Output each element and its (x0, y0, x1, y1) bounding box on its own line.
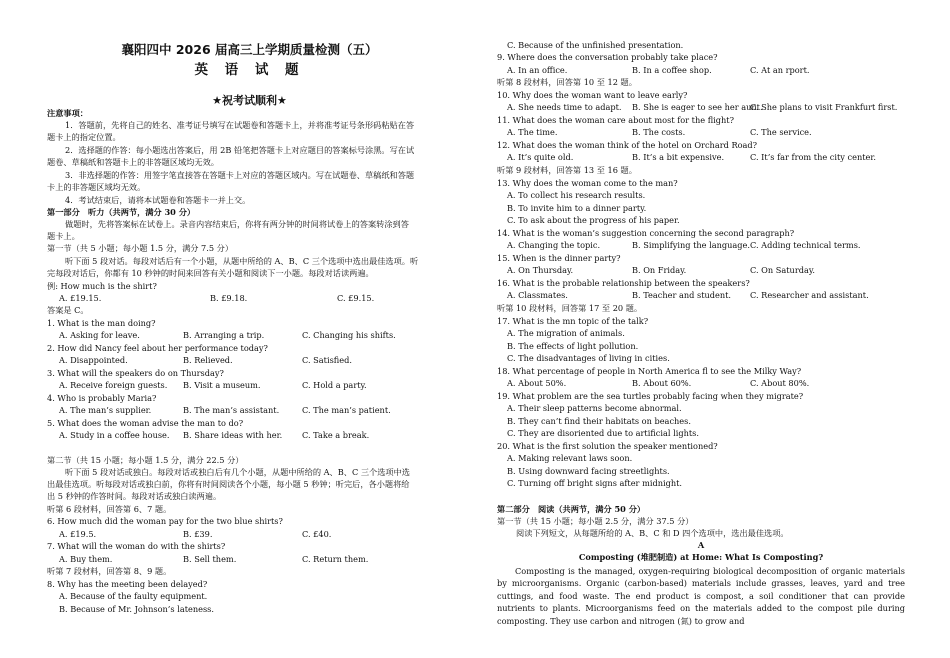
option: B. Using downward facing streetlights. (507, 466, 670, 476)
part1-intro: 题卡上。 (47, 231, 80, 241)
option: A. Their sleep patterns become abnormal. (507, 403, 682, 413)
option: C. The disadvantages of living in cities. (507, 353, 670, 363)
question: 19. What problem are the sea turtles probably facing when they migrate? (497, 391, 804, 401)
material-note: 听第 6 段材料，回答第 6、7 题。 (47, 504, 172, 514)
notice-heading: 注意事项： (47, 108, 88, 118)
question: 3. What will the speakers do on Thursday? (47, 368, 224, 378)
option: A. The man’s supplier. (59, 405, 152, 415)
question: 4. Who is probably Maria? (47, 393, 157, 403)
option: B. She is eager to see her aunt. (632, 102, 763, 112)
option: A. The time. (507, 127, 558, 137)
material-note: 听第 9 段材料，回答第 13 至 16 题。 (497, 165, 637, 175)
question: 6. How much did the woman pay for the two blue shirts? (47, 516, 283, 526)
option: A. The migration of animals. (507, 328, 625, 338)
question: 7. What will the woman do with the shirts? (47, 541, 226, 551)
option: A. Classmates. (507, 290, 568, 300)
option: C. They are disoriented due to artificial lights. (507, 428, 699, 438)
option: C. Changing his shifts. (302, 330, 396, 340)
example-option: B. £9.18. (210, 293, 248, 303)
option: B. About 60%. (632, 378, 692, 388)
option: A. Disappointed. (59, 355, 128, 365)
question: 10. Why does the woman want to leave early? (497, 90, 688, 100)
option: B. Arranging a trip. (183, 330, 265, 340)
option: B. Sell them. (183, 554, 237, 564)
option: C. About 80%. (750, 378, 810, 388)
option: C. Because of the unfinished presentation. (507, 40, 684, 50)
option: A. Because of the faulty equipment. (59, 591, 208, 601)
passage-title: Composting (堆肥制造) at Home: What Is Composting? (578, 552, 824, 562)
option: C. Return them. (302, 554, 369, 564)
option: C. The service. (750, 127, 812, 137)
section2-heading: 第二节（共 15 小题；每小题 1.5 分，满分 22.5 分） (47, 455, 244, 465)
option: A. She needs time to adapt. (507, 102, 622, 112)
example-option: C. £9.15. (337, 293, 375, 303)
option: C. Turning off bright signs after midnight. (507, 478, 682, 488)
option: B. Share ideas with her. (183, 430, 283, 440)
option: C. Satisfied. (302, 355, 352, 365)
part2-section1-heading: 第一节（共 15 小题；每小题 2.5 分，满分 37.5 分） (497, 516, 694, 526)
option: B. It’s a bit expensive. (632, 152, 725, 162)
question: 14. What is the woman’s suggestion concerning the second paragraph? (497, 228, 795, 238)
option: B. The man’s assistant. (183, 405, 280, 415)
question: 17. What is the mn topic of the talk? (497, 316, 649, 326)
option: C. £40. (302, 529, 332, 539)
option: B. To invite him to a dinner party. (507, 203, 647, 213)
section2-intro: 听下面 5 段对话或独白。每段对话或独白后有几个小题，从题中所给的 A、B、C 三个选项中选 (65, 467, 410, 477)
question: 13. Why does the woman come to the man? (497, 178, 678, 188)
material-note: 听第 10 段材料，回答第 17 至 20 题。 (497, 303, 643, 313)
option: B. In a coffee shop. (632, 65, 712, 75)
option: A. £19.5. (59, 529, 97, 539)
option: A. Buy them. (59, 554, 113, 564)
option: A. To collect his research results. (507, 190, 646, 200)
option: A. Asking for leave. (59, 330, 140, 340)
option: C. The man’s patient. (302, 405, 391, 415)
good-luck-wish: ★祝考试顺利★ (212, 94, 287, 107)
part2-section1-intro: 阅读下列短文，从每题所给的 A、B、C 和 D 四个选项中，选出最佳选项。 (516, 528, 789, 538)
question: 16. What is the probable relationship between the speakers? (497, 278, 750, 288)
option: C. At an rport. (750, 65, 810, 75)
option: B. Visit a museum. (183, 380, 261, 390)
option: A. Receive foreign guests. (59, 380, 168, 390)
example-answer: 答案是 C。 (47, 305, 89, 315)
question: 9. Where does the conversation probably take place? (497, 52, 718, 62)
section1-heading: 第一节（共 5 小题；每小题 1.5 分，满分 7.5 分） (47, 243, 234, 253)
option: A. Changing the topic. (507, 240, 601, 250)
option: B. Simplifying the language. (632, 240, 750, 250)
option: B. Relieved. (183, 355, 233, 365)
option: C. Hold a party. (302, 380, 367, 390)
option: B. Teacher and student. (632, 290, 732, 300)
section2-intro: 出 5 秒钟的作答时间。每段对话或独白读两遍。 (47, 491, 222, 501)
notice-line: 2．选择题的作答：每小题选出答案后，用 2B 铅笔把答题卡上对应题目的答案标号涂黑。写在试 (65, 145, 415, 155)
option: B. The effects of light pollution. (507, 341, 639, 351)
notice-line: 题卡上的指定位置。 (47, 132, 121, 142)
part1-heading: 第一部分 听力（共两节，满分 30 分） (47, 207, 196, 217)
question: 18. What percentage of people in North America fl to see the Milky Way? (497, 366, 802, 376)
section1-intro: 听下面 5 段对话。每段对话后有一个小题，从题中所给的 A、B、C 三个选项中选出最佳选项。听 (65, 256, 419, 266)
option: A. It’s quite old. (507, 152, 574, 162)
option: B. Because of Mr. Johnson’s lateness. (59, 604, 214, 614)
section2-intro: 出最佳选项。听每段对话或独白前，你将有时间阅读各个小题，每小题 5 秒钟；听完后，各小题将给 (47, 479, 410, 489)
option: C. Adding technical terms. (750, 240, 861, 250)
option: C. Researcher and assistant. (750, 290, 869, 300)
notice-line: 题卷、草稿纸和答题卡上的非答题区域均无效。 (47, 157, 219, 167)
passage-text: Composting is the managed, oxygen-requiring biological decomposition of organic materials by microorganisms. Organic (carbon-based) materials include grasses, leaves, yard and tree cuttings, and food waste. The end product is compost, a soil conditioner that can provide nutrients to plants. Microorganisms feed on the materials added to the compost pile during composting. They use carbon and nitrogen (氮) to grow and (497, 566, 905, 626)
option: C. Take a break. (302, 430, 370, 440)
option: B. On Friday. (632, 265, 687, 275)
option: B. The costs. (632, 127, 686, 137)
option: B. £39. (183, 529, 213, 539)
question: 20. What is the first solution the speaker mentioned? (497, 441, 718, 451)
option: A. About 50%. (507, 378, 567, 388)
option: A. In an office. (507, 65, 568, 75)
part2-heading: 第二部分 阅读（共两节，满分 50 分） (497, 504, 646, 514)
question: 11. What does the woman care about most for the flight? (497, 115, 734, 125)
option: C. On Saturday. (750, 265, 815, 275)
passage-label: A (697, 540, 705, 550)
option: A. On Thursday. (507, 265, 574, 275)
question: 8. Why has the meeting been delayed? (47, 579, 208, 589)
option: C. To ask about the progress of his paper. (507, 215, 680, 225)
question: 5. What does the woman advise the man to do? (47, 418, 244, 428)
exam-title: 襄阳四中 2026 届高三上学期质量检测（五） (121, 42, 378, 57)
option: A. Study in a coffee house. (59, 430, 170, 440)
exam-subject: 英 语 试 题 (194, 62, 305, 78)
notice-line: 卡上的非答题区域均无效。 (47, 182, 146, 192)
material-note: 听第 7 段材料，回答第 8、9 题。 (47, 566, 172, 576)
example-option: A. £19.15. (59, 293, 102, 303)
notice-line: 4．考试结束后，请将本试题卷和答题卡一并上交。 (65, 195, 251, 205)
notice-line: 3．非选择题的作答：用签字笔直接答在答题卡上对应的答题区域内。写在试题卷、草稿纸和答题 (65, 170, 415, 180)
option: C. She plans to visit Frankfurt first. (750, 102, 898, 112)
part1-intro: 做题时，先将答案标在试卷上。录音内容结束后，你将有两分钟的时间将试卷上的答案转涂到答 (65, 219, 409, 229)
question: 1. What is the man doing? (47, 318, 156, 328)
option: B. They can’t find their habitats on beaches. (507, 416, 691, 426)
option: A. Making relevant laws soon. (507, 453, 633, 463)
question: 15. When is the dinner party? (497, 253, 621, 263)
option: C. It’s far from the city center. (750, 152, 876, 162)
example-question: 例: How much is the shirt? (47, 281, 157, 291)
material-note: 听第 8 段材料，回答第 10 至 12 题。 (497, 77, 637, 87)
question: 2. How did Nancy feel about her performance today? (47, 343, 268, 353)
question: 12. What does the woman think of the hotel on Orchard Road? (497, 140, 758, 150)
section1-intro: 完每段对话后，你都有 10 秒钟的时间来回答有关小题和阅读下一小题。每段对话读两遍。 (47, 268, 374, 278)
notice-line: 1．答题前，先将自己的姓名、准考证号填写在试题卷和答题卡上，并将准考证号条形码粘贴在答 (65, 120, 415, 130)
